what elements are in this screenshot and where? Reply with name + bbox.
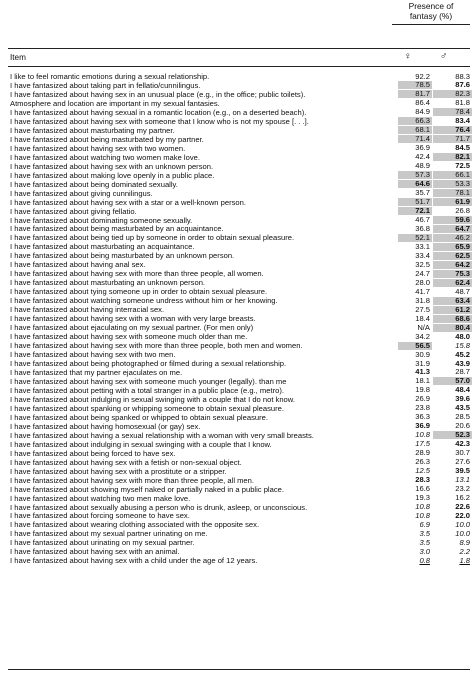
female-value: 92.2 xyxy=(415,71,430,81)
female-value: 56.5 xyxy=(398,342,432,350)
female-value: 18.4 xyxy=(415,313,430,323)
male-value: 53.3 xyxy=(433,180,472,188)
male-value: 43.5 xyxy=(455,403,470,413)
table-row xyxy=(8,538,470,547)
female-symbol: ♀ xyxy=(404,51,412,62)
item-text: I have fantasized about having sex with a child under the age of 12 years. xyxy=(10,556,258,566)
male-value: 84.5 xyxy=(455,143,470,153)
male-value: 39.5 xyxy=(455,466,470,476)
table-row xyxy=(8,287,470,296)
female-value: 78.5 xyxy=(398,81,432,89)
item-text: I have fantasized about giving cunnilingus. xyxy=(10,188,153,198)
item-text: I have fantasized about watching two women make love. xyxy=(10,152,200,162)
item-text: I have fantasized about having homosexual (or gay) sex. xyxy=(10,421,201,431)
item-text: I have fantasized about giving fellatio. xyxy=(10,206,137,216)
item-text: I have fantasized about being photographed or filmed during a sexual relationship. xyxy=(10,359,287,368)
male-value: 62.5 xyxy=(433,252,472,260)
item-column-header: Item xyxy=(10,53,26,62)
header-rule xyxy=(8,66,470,67)
male-value: 81.8 xyxy=(455,98,470,108)
female-value: 36.9 xyxy=(415,421,430,431)
item-text: I have fantasized about having sex with someone that I know who is not my spouse [. . .]. xyxy=(10,116,309,126)
table-row xyxy=(8,314,470,323)
female-value: 36.8 xyxy=(415,223,430,233)
female-value: 84.9 xyxy=(415,107,430,117)
item-text: I have fantasized that my partner ejaculates on me. xyxy=(10,367,183,377)
table-row xyxy=(8,368,470,377)
table-row xyxy=(8,260,470,269)
female-value: 48.9 xyxy=(415,161,430,171)
female-value: 86.4 xyxy=(415,98,430,108)
male-value: 64.2 xyxy=(433,261,472,269)
male-value: 26.8 xyxy=(455,206,470,216)
female-value: 36.9 xyxy=(415,143,430,153)
item-text: I have fantasized about having sex with two men. xyxy=(10,350,176,360)
female-value: 17.5 xyxy=(415,439,430,449)
male-value: 72.5 xyxy=(455,161,470,171)
item-text: I have fantasized about tying someone up in order to obtain sexual pleasure. xyxy=(10,287,268,297)
female-value: 36.3 xyxy=(415,412,430,422)
male-value: 39.6 xyxy=(455,394,470,404)
item-text: I have fantasized about having sexual in a romantic location (e.g., on a deserted beach). xyxy=(10,107,307,117)
male-value: 61.9 xyxy=(433,198,472,206)
female-value: 12.5 xyxy=(415,466,430,476)
table-row xyxy=(8,431,470,440)
presence-header-line1: Presence of xyxy=(408,1,454,11)
female-value: 41.7 xyxy=(415,286,430,296)
male-value: 10.0 xyxy=(455,519,470,529)
male-value: 48.4 xyxy=(455,385,470,395)
table-row xyxy=(8,242,470,251)
item-text: I have fantasized about having sex with two women. xyxy=(10,143,186,153)
presence-header-line2: fantasy (%) xyxy=(409,11,453,21)
item-text: I have fantasized about making love openly in a public place. xyxy=(10,170,215,180)
male-value: 82.1 xyxy=(433,153,472,161)
table-row xyxy=(8,520,470,529)
male-value: 46.2 xyxy=(433,234,472,242)
top-rule xyxy=(8,48,470,49)
female-value: 30.9 xyxy=(415,349,430,359)
male-value: 61.2 xyxy=(433,306,472,314)
table-row xyxy=(8,189,470,198)
male-value: 8.9 xyxy=(459,537,470,547)
item-text: I have fantasized about having sex with an unknown person. xyxy=(10,161,214,171)
male-value: 13.1 xyxy=(455,475,470,485)
item-text: I have fantasized about having anal sex. xyxy=(10,260,146,270)
item-text: I have fantasized about having sex with a prostitute or a stripper. xyxy=(10,466,227,476)
table-row xyxy=(8,72,470,81)
table-row xyxy=(8,494,470,503)
male-value: 82.3 xyxy=(433,90,472,98)
table-row xyxy=(8,171,470,180)
female-value: 3.0 xyxy=(419,546,430,556)
presence-header xyxy=(388,1,474,21)
male-value: 63.4 xyxy=(433,297,472,305)
table-row xyxy=(8,198,470,207)
table-row xyxy=(8,216,470,225)
table-row xyxy=(8,395,470,404)
female-value: 28.3 xyxy=(415,475,430,485)
table-row xyxy=(8,404,470,413)
female-value: 42.4 xyxy=(415,152,430,162)
female-value: 33.1 xyxy=(415,241,430,251)
table-row xyxy=(8,503,470,512)
table-row xyxy=(8,350,470,359)
item-text: I have fantasized about watching two men make love. xyxy=(10,493,191,503)
item-text: I have fantasized about petting with a total stranger in a public place (e.g., metro). xyxy=(10,385,284,395)
item-text: I have fantasized about being spanked or whipped to obtain sexual pleasure. xyxy=(10,412,268,422)
male-value: 88.3 xyxy=(455,71,470,81)
female-value: 64.6 xyxy=(398,180,432,188)
male-value: 71.7 xyxy=(433,135,472,143)
male-value: 20.6 xyxy=(455,421,470,431)
table-row xyxy=(8,485,470,494)
item-text: I have fantasized about having a sexual relationship with a woman with very small breasts. xyxy=(10,430,314,440)
table-row xyxy=(8,386,470,395)
female-value: 35.7 xyxy=(415,188,430,198)
item-text: I have fantasized about masturbating an unknown person. xyxy=(10,278,206,288)
item-text: I have fantasized about ejaculating on my sexual partner. (For men only) xyxy=(10,323,254,333)
item-text: I have fantasized about having sex in an unusual place (e.g., in the office; public toilets). xyxy=(10,89,306,99)
male-value: 75.3 xyxy=(433,270,472,278)
presence-underline xyxy=(392,24,470,25)
male-symbol: ♂ xyxy=(440,51,448,62)
female-value: 32.5 xyxy=(415,259,430,269)
male-value: 42.3 xyxy=(455,439,470,449)
table-row xyxy=(8,449,470,458)
male-value: 87.6 xyxy=(455,80,470,90)
item-text: I have fantasized about being masturbated by an acquaintance. xyxy=(10,224,224,234)
female-value: 26.9 xyxy=(415,394,430,404)
table-row xyxy=(8,296,470,305)
male-value: 1.8 xyxy=(459,555,470,565)
table-row xyxy=(8,99,470,108)
table-row xyxy=(8,108,470,117)
male-value: 27.6 xyxy=(455,457,470,467)
table-row xyxy=(8,332,470,341)
table-row xyxy=(8,440,470,449)
item-text: I have fantasized about masturbating my partner. xyxy=(10,125,175,135)
table-row xyxy=(8,81,470,90)
item-text: I have fantasized about my sexual partner urinating on me. xyxy=(10,529,208,539)
male-value: 15.8 xyxy=(455,340,470,350)
male-value: 78.1 xyxy=(433,189,472,197)
item-text: I like to feel romantic emotions during a sexual relationship. xyxy=(10,72,210,81)
item-text: I have fantasized about being masturbated by an unknown person. xyxy=(10,251,235,261)
female-value: 16.6 xyxy=(415,484,430,494)
female-value: 10.8 xyxy=(415,430,430,440)
female-value: 52.1 xyxy=(398,234,432,242)
table-row xyxy=(8,359,470,368)
male-value: 64.7 xyxy=(433,225,472,233)
male-value: 28.5 xyxy=(455,412,470,422)
item-text: I have fantasized about having sex with someone much older than me. xyxy=(10,332,248,342)
item-text: I have fantasized about being forced to have sex. xyxy=(10,448,176,458)
female-value: 19.8 xyxy=(415,385,430,395)
male-value: 59.6 xyxy=(433,216,472,224)
item-text: I have fantasized about having sex with a fetish or non-sexual object. xyxy=(10,457,242,467)
male-value: 45.2 xyxy=(455,349,470,359)
female-value: 66.3 xyxy=(398,117,432,125)
table-row xyxy=(8,135,470,144)
female-value: 31.9 xyxy=(415,358,430,368)
item-text: I have fantasized about forcing someone to have sex. xyxy=(10,511,190,521)
table-row xyxy=(8,180,470,189)
table-row xyxy=(8,162,470,171)
male-value: 80.4 xyxy=(433,324,472,332)
item-text: I have fantasized about having sex with more than three people, all women. xyxy=(10,269,264,279)
female-value: 10.8 xyxy=(415,502,430,511)
female-value: 3.5 xyxy=(419,537,430,547)
item-text: I have fantasized about indulging in sexual swinging with a couple that I know. xyxy=(10,439,272,449)
table-row xyxy=(8,153,470,162)
female-value: 81.7 xyxy=(398,90,432,98)
table-row xyxy=(8,467,470,476)
item-text: I have fantasized about being tied up by someone in order to obtain sexual pleasure. xyxy=(10,233,295,243)
female-value: 26.3 xyxy=(415,457,430,467)
female-value: 28.0 xyxy=(415,277,430,287)
table-body xyxy=(8,72,470,565)
table-row xyxy=(8,413,470,422)
male-value: 66.1 xyxy=(433,171,472,179)
female-value: 31.8 xyxy=(415,295,430,305)
male-value: 23.2 xyxy=(455,484,470,494)
female-value: 24.7 xyxy=(415,268,430,278)
female-value: 10.8 xyxy=(415,510,430,520)
female-value: 34.2 xyxy=(415,331,430,341)
male-value: 43.9 xyxy=(455,358,470,368)
item-text: I have fantasized about showing myself naked or partially naked in a public place. xyxy=(10,484,284,494)
table-row xyxy=(8,90,470,99)
item-text: I have fantasized about having sex with someone much younger (legally). than me xyxy=(10,376,287,386)
male-value: 16.2 xyxy=(455,493,470,503)
item-text: I have fantasized about dominating someone sexually. xyxy=(10,215,193,225)
item-text: I have fantasized about masturbating an acquaintance. xyxy=(10,242,195,252)
female-value: 41.3 xyxy=(415,367,430,377)
male-value: 83.4 xyxy=(455,116,470,126)
table-row xyxy=(8,126,470,135)
table-row xyxy=(8,207,470,216)
table-row xyxy=(8,529,470,538)
male-value: 30.7 xyxy=(455,448,470,458)
item-text: I have fantasized about taking part in fellatio/cunnilingus. xyxy=(10,80,201,90)
female-value: 0.8 xyxy=(419,555,430,565)
table-row xyxy=(8,458,470,467)
male-value: 22.6 xyxy=(455,502,470,511)
female-value: 28.9 xyxy=(415,448,430,458)
male-value: 65.9 xyxy=(433,243,472,251)
item-text: I have fantasized about having sex with a star or a well-known person. xyxy=(10,197,246,207)
male-value: 48.0 xyxy=(455,331,470,341)
female-value: 51.7 xyxy=(398,198,432,206)
table-row xyxy=(8,511,470,520)
male-value: 48.7 xyxy=(455,286,470,296)
item-text: I have fantasized about having sex with more than three people, both men and women. xyxy=(10,341,303,351)
item-text: I have fantasized about sexually abusing a person who is drunk, asleep, or unconscious. xyxy=(10,502,308,512)
table-row xyxy=(8,269,470,278)
table-row xyxy=(8,224,470,233)
male-value: 28.7 xyxy=(455,367,470,377)
table-row xyxy=(8,547,470,556)
table-row xyxy=(8,233,470,242)
table-row xyxy=(8,144,470,153)
item-text: I have fantasized about spanking or whipping someone to obtain sexual pleasure. xyxy=(10,403,284,413)
item-text: I have fantasized about having sex with a woman with very large breasts. xyxy=(10,314,256,324)
table-row xyxy=(8,278,470,287)
table-row xyxy=(8,556,470,565)
table-row xyxy=(8,476,470,485)
table-row xyxy=(8,422,470,431)
female-value: 27.5 xyxy=(415,304,430,314)
item-text: I have fantasized about urinating on my sexual partner. xyxy=(10,538,195,548)
male-value: 68.6 xyxy=(433,315,472,323)
male-value: 22.0 xyxy=(455,510,470,520)
male-value: 10.0 xyxy=(455,528,470,538)
bottom-rule xyxy=(8,669,470,670)
female-value: 18.1 xyxy=(415,376,430,386)
item-text: I have fantasized about being dominated sexually. xyxy=(10,179,178,189)
female-value: 72.1 xyxy=(398,207,432,215)
female-value: 3.5 xyxy=(419,528,430,538)
female-value: 68.1 xyxy=(398,126,432,134)
female-value: N/A xyxy=(417,322,430,332)
female-value: 23.8 xyxy=(415,403,430,413)
item-text: I have fantasized about being masturbated by my partner. xyxy=(10,134,204,144)
female-value: 71.4 xyxy=(398,135,432,143)
male-value: 62.4 xyxy=(433,279,472,287)
female-value: 33.4 xyxy=(415,250,430,260)
item-text: I have fantasized about having sex with more than three people, all men. xyxy=(10,475,254,485)
male-value: 2.2 xyxy=(459,546,470,556)
table-row xyxy=(8,305,470,314)
table-row xyxy=(8,323,470,332)
female-value: 57.3 xyxy=(398,171,432,179)
female-value: 19.3 xyxy=(415,493,430,503)
item-text: I have fantasized about indulging in sexual swinging with a couple that I do not know. xyxy=(10,394,295,404)
male-value: 76.4 xyxy=(433,126,472,134)
table-row xyxy=(8,251,470,260)
item-text: I have fantasized about having sex with an animal. xyxy=(10,547,180,557)
table-row xyxy=(8,377,470,386)
table-row xyxy=(8,341,470,350)
male-value: 57.0 xyxy=(433,377,472,385)
item-text: I have fantasized about having interracial sex. xyxy=(10,305,165,315)
female-value: 6.9 xyxy=(419,519,430,529)
female-value: 46.7 xyxy=(415,215,430,224)
male-value: 78.4 xyxy=(433,108,472,116)
male-value: 52.3 xyxy=(433,431,472,439)
table-row xyxy=(8,117,470,126)
item-text: I have fantasized about watching someone undress without him or her knowing. xyxy=(10,296,278,306)
item-text: Atmosphere and location are important in my sexual fantasies. xyxy=(10,98,220,108)
item-text: I have fantasized about wearing clothing associated with the opposite sex. xyxy=(10,520,260,530)
